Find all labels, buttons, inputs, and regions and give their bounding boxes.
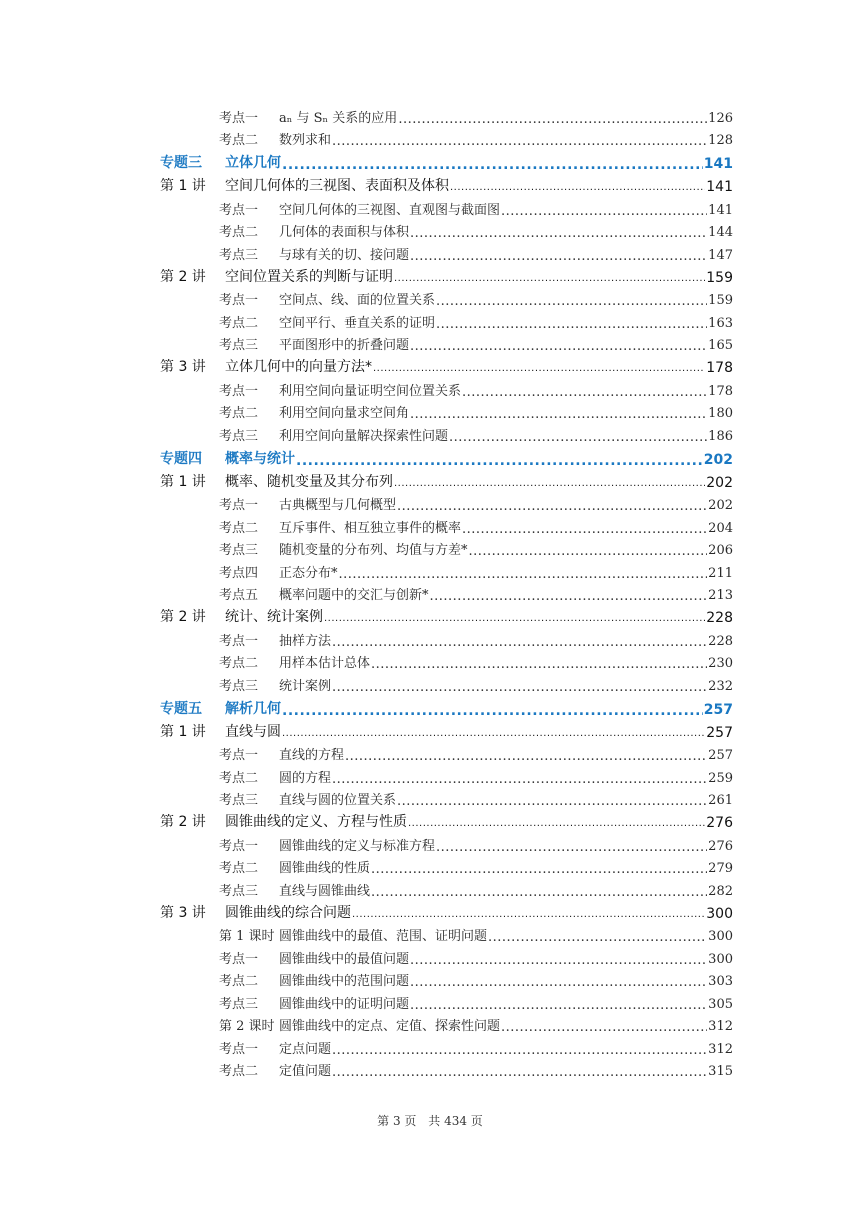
toc-entry-label (219, 221, 409, 240)
toc-topic[interactable] (160, 491, 733, 514)
toc-page-number: 282 (708, 883, 733, 899)
toc-entry-label (160, 356, 372, 376)
toc-entry-key: 考点五 (219, 588, 259, 603)
toc-entry-key: 考点一 (219, 383, 259, 399)
toc-entry-title: 直线的方程 (279, 748, 345, 763)
toc-lecture[interactable] (160, 468, 733, 491)
toc-entry-label (160, 175, 449, 195)
toc-entry-key: 专题五 (160, 700, 202, 717)
toc-entry-title: 圆锥曲线中的定点、定值、探索性问题 (279, 1019, 501, 1034)
toc-topic[interactable] (160, 671, 733, 694)
toc-entry-label (219, 425, 448, 444)
toc-entry-key: 专题四 (160, 450, 202, 467)
toc-page-number: 305 (708, 996, 733, 1012)
toc-entry-label (219, 630, 331, 649)
toc-entry-label (160, 902, 351, 922)
toc-page-number: 128 (708, 133, 733, 148)
toc-topic[interactable] (160, 513, 733, 536)
toc-entry-title: 圆锥曲线的定义、方程与性质 (225, 814, 407, 830)
toc-entry-label (219, 857, 370, 876)
toc-page-number: 279 (708, 861, 733, 876)
toc-page-number: 276 (708, 838, 733, 854)
toc-entry-key: 考点二 (219, 656, 259, 671)
toc-page-number: 300 (708, 951, 733, 967)
toc-entry-label (160, 811, 407, 831)
toc-entry-title: 用样本估计总体 (279, 656, 371, 671)
toc-entry-label (219, 584, 429, 603)
toc-entry-title: 圆的方程 (279, 770, 332, 786)
leader-dots (436, 841, 707, 854)
toc-entry-key: 第 1 讲 (160, 473, 206, 490)
toc-topic[interactable] (160, 763, 733, 786)
toc-page-number: 261 (708, 793, 733, 808)
toc-entry-label (160, 471, 393, 491)
leader-dots (373, 364, 705, 374)
page-footer (0, 1112, 860, 1129)
toc-entry-key: 考点二 (219, 315, 259, 331)
toc-topic[interactable] (160, 581, 733, 604)
toc-entry-label (219, 925, 487, 944)
toc-page-number: 228 (708, 633, 733, 649)
toc-entry-key: 考点一 (219, 110, 259, 126)
toc-page-number: 204 (708, 520, 733, 536)
toc-page-number: 206 (708, 543, 733, 558)
toc-entry-title: 几何体的表面积与体积 (279, 225, 410, 240)
toc-topic[interactable] (160, 831, 733, 854)
toc-page-number: 259 (708, 770, 733, 786)
toc-page-number: 202 (703, 451, 733, 468)
leader-dots (469, 545, 708, 558)
toc-entry-title: 平面图形中的折叠问题 (279, 338, 410, 353)
toc-entry-title: 统计、统计案例 (225, 609, 323, 625)
toc-lecture[interactable] (160, 899, 733, 922)
toc-entry-title: 圆锥曲线的综合问题 (225, 904, 351, 921)
leader-dots (332, 135, 707, 148)
toc-entry-label (219, 129, 331, 148)
toc-lecture[interactable] (160, 718, 733, 741)
table-of-contents (160, 103, 733, 1079)
toc-entry-label (219, 767, 331, 786)
toc-topic[interactable] (160, 1057, 733, 1080)
toc-entry-label (219, 539, 468, 558)
toc-entry-title: 利用空间向量求空间角 (279, 406, 410, 421)
toc-entry-key: 第 2 课时 (219, 1019, 275, 1034)
toc-topic[interactable] (160, 854, 733, 877)
leader-dots (408, 819, 705, 829)
toc-entry-label (219, 107, 397, 126)
toc-entry-key: 考点二 (219, 861, 259, 876)
toc-topic[interactable] (160, 376, 733, 399)
toc-page-number: 312 (708, 1019, 733, 1034)
toc-page-number: 141 (708, 202, 733, 218)
leader-dots (410, 227, 707, 240)
toc-entry-title: 解析几何 (225, 700, 281, 717)
leader-dots (430, 590, 708, 603)
toc-entry-label (219, 402, 409, 421)
toc-page-number: 141 (703, 156, 733, 172)
toc-entry-title: 圆锥曲线中的最值问题 (279, 951, 410, 967)
toc-entry-key: 第 3 讲 (160, 904, 206, 921)
toc-topic[interactable] (160, 649, 733, 672)
leader-dots (282, 158, 703, 172)
toc-entry-label (219, 312, 435, 331)
toc-entry-title: 随机变量的分布列、均值与方差* (279, 543, 468, 558)
toc-entry-title: aₙ 与 Sₙ 关系的应用 (279, 110, 398, 126)
toc-topic[interactable] (160, 286, 733, 309)
toc-entry-key: 考点一 (219, 633, 259, 649)
toc-entry-key: 考点三 (219, 428, 259, 444)
toc-entry-title: 概率问题中的交汇与创新* (279, 588, 429, 603)
toc-topic[interactable] (160, 922, 733, 945)
toc-page-number: 257 (708, 748, 733, 763)
toc-entry-title: 概率、随机变量及其分布列 (225, 473, 393, 490)
leader-dots (398, 113, 707, 126)
toc-entry-label (219, 334, 409, 353)
leader-dots (410, 976, 707, 989)
toc-entry-key: 考点三 (219, 793, 259, 808)
toc-topic[interactable] (160, 399, 733, 422)
leader-dots (282, 729, 705, 739)
toc-topic[interactable] (160, 741, 733, 764)
toc-page-number: 178 (708, 383, 733, 399)
toc-entry-title: 正态分布* (279, 565, 338, 581)
leader-dots (345, 750, 707, 763)
toc-entry-title: 空间几何体的三视图、直观图与截面图 (279, 202, 501, 218)
toc-entry-key: 考点三 (219, 338, 259, 353)
toc-topic[interactable] (160, 626, 733, 649)
toc-entry-key: 考点二 (219, 1064, 259, 1079)
leader-dots (397, 795, 707, 808)
toc-topic[interactable] (160, 421, 733, 444)
toc-entry-title: 立体几何 (225, 155, 281, 171)
toc-entry-key: 考点二 (219, 225, 259, 240)
toc-topic[interactable] (160, 876, 733, 899)
toc-entry-label (219, 948, 409, 967)
toc-entry-label (219, 1060, 331, 1079)
toc-entry-key: 考点一 (219, 748, 259, 763)
toc-entry-label (219, 652, 370, 671)
toc-page-number: 186 (708, 428, 733, 444)
toc-entry-label (219, 244, 409, 263)
toc-entry-key: 第 2 讲 (160, 814, 206, 830)
toc-topic[interactable] (160, 536, 733, 559)
toc-page-number: 303 (708, 974, 733, 989)
toc-topic[interactable] (160, 967, 733, 990)
toc-page-number: 141 (706, 179, 733, 195)
toc-page-number: 147 (708, 247, 733, 263)
toc-lecture[interactable] (160, 603, 733, 626)
toc-page-number: 300 (706, 905, 733, 922)
leader-dots (339, 568, 708, 581)
leader-dots (282, 704, 703, 718)
toc-entry-label (219, 744, 344, 763)
toc-entry-key: 考点三 (219, 883, 259, 899)
leader-dots (410, 999, 707, 1012)
toc-entry-title: 圆锥曲线中的最值、范围、证明问题 (279, 929, 488, 944)
toc-topic[interactable] (160, 240, 733, 263)
leader-dots (371, 658, 707, 671)
toc-entry-title: 概率与统计 (225, 450, 295, 467)
page-total: 共 434 页 (428, 1114, 483, 1128)
leader-dots (410, 250, 707, 263)
leader-dots (397, 500, 707, 513)
toc-page-number: 228 (706, 610, 733, 626)
toc-topic[interactable] (160, 218, 733, 241)
toc-entry-label (160, 606, 323, 626)
toc-entry-label (160, 721, 281, 741)
toc-entry-label (219, 1038, 331, 1057)
toc-topic[interactable] (160, 558, 733, 581)
leader-dots (332, 1044, 707, 1057)
toc-page-number: 144 (708, 225, 733, 240)
toc-page-number: 257 (706, 724, 733, 741)
toc-entry-title: 定值问题 (279, 1064, 332, 1079)
toc-entry-title: 利用空间向量解决探索性问题 (279, 428, 449, 444)
toc-entry-key: 考点一 (219, 838, 259, 854)
toc-entry-title: 与球有关的切、接问题 (279, 247, 410, 263)
toc-entry-title: 直线与圆锥曲线 (279, 883, 371, 899)
toc-entry-title: 立体几何中的向量方法* (225, 359, 372, 375)
leader-dots (410, 954, 707, 967)
toc-page-number: 180 (708, 406, 733, 421)
toc-entry-title: 利用空间向量证明空间位置关系 (279, 383, 462, 399)
toc-section[interactable] (160, 694, 733, 718)
toc-page-number: 230 (708, 656, 733, 671)
toc-entry-title: 圆锥曲线的定义与标准方程 (279, 838, 436, 854)
toc-entry-key: 考点一 (219, 202, 259, 218)
toc-entry-title: 空间平行、垂直关系的证明 (279, 315, 436, 331)
leader-dots (410, 408, 707, 421)
toc-lecture[interactable] (160, 808, 733, 831)
toc-entry-key: 考点二 (219, 770, 259, 786)
leader-dots (332, 773, 707, 786)
toc-entry-key: 第 1 讲 (160, 723, 206, 740)
toc-topic[interactable] (160, 1034, 733, 1057)
toc-entry-label (219, 380, 461, 399)
leader-dots (332, 681, 707, 694)
leader-dots (450, 183, 705, 193)
toc-topic[interactable] (160, 331, 733, 354)
toc-entry-title: 圆锥曲线中的范围问题 (279, 974, 410, 989)
toc-entry-key: 考点一 (219, 293, 259, 308)
toc-entry-label (219, 835, 435, 854)
toc-page-number: 202 (708, 498, 733, 513)
leader-dots (332, 636, 707, 649)
toc-entry-key: 第 2 讲 (160, 268, 206, 285)
leader-dots (488, 931, 707, 944)
toc-topic[interactable] (160, 126, 733, 149)
toc-topic[interactable] (160, 944, 733, 967)
toc-entry-key: 考点四 (219, 565, 259, 581)
leader-dots (436, 318, 707, 331)
toc-entry-title: 抽样方法 (279, 633, 332, 649)
leader-dots (410, 340, 707, 353)
toc-entry-key: 专题三 (160, 155, 202, 171)
toc-entry-key: 考点三 (219, 678, 259, 694)
leader-dots (394, 479, 705, 489)
toc-entry-title: 互斥事件、相互独立事件的概率 (279, 520, 462, 536)
toc-entry-key: 第 1 课时 (219, 929, 275, 944)
toc-entry-label (219, 494, 396, 513)
toc-entry-key: 考点一 (219, 951, 259, 967)
toc-page-number: 159 (708, 293, 733, 308)
toc-entry-key: 考点三 (219, 996, 259, 1012)
toc-page-number: 178 (706, 360, 733, 376)
toc-topic[interactable] (160, 786, 733, 809)
toc-entry-title: 空间几何体的三视图、表面积及体积 (225, 178, 449, 194)
toc-entry-key: 第 3 讲 (160, 359, 206, 375)
leader-dots (501, 1021, 707, 1034)
toc-entry-key: 第 1 讲 (160, 178, 206, 194)
leader-dots (501, 205, 707, 218)
toc-entry-label (160, 698, 281, 718)
toc-page-number: 165 (708, 338, 733, 353)
toc-entry-title: 空间位置关系的判断与证明 (225, 268, 393, 285)
toc-entry-label (219, 289, 435, 308)
toc-entry-title: 空间点、线、面的位置关系 (279, 293, 436, 308)
toc-entry-key: 考点二 (219, 520, 259, 536)
toc-page-number: 312 (708, 1041, 733, 1057)
toc-page-number: 213 (708, 588, 733, 603)
toc-page-number: 232 (708, 678, 733, 694)
toc-topic[interactable] (160, 195, 733, 218)
toc-topic[interactable] (160, 1012, 733, 1035)
leader-dots (462, 523, 707, 536)
toc-topic[interactable] (160, 989, 733, 1012)
toc-entry-label (219, 1015, 500, 1034)
toc-entry-key: 考点一 (219, 1041, 259, 1057)
toc-topic[interactable] (160, 308, 733, 331)
toc-page-number: 257 (703, 701, 733, 718)
leader-dots (436, 295, 707, 308)
toc-entry-key: 考点二 (219, 974, 259, 989)
page-number: 第 3 页 (377, 1114, 417, 1128)
leader-dots (371, 863, 707, 876)
toc-entry-title: 圆锥曲线的性质 (279, 861, 371, 876)
toc-entry-title: 数列求和 (279, 133, 332, 148)
toc-topic[interactable] (160, 103, 733, 126)
toc-page-number: 300 (708, 929, 733, 944)
toc-entry-label (219, 789, 396, 808)
toc-entry-label (219, 675, 331, 694)
toc-page-number: 126 (708, 110, 733, 126)
toc-entry-key: 考点二 (219, 133, 259, 148)
toc-entry-label (160, 266, 393, 286)
toc-entry-label (219, 970, 409, 989)
leader-dots (332, 1066, 707, 1079)
toc-entry-label (160, 152, 281, 172)
toc-entry-label (219, 880, 370, 899)
toc-entry-label (219, 993, 409, 1012)
leader-dots (324, 614, 705, 624)
toc-entry-title: 直线与圆 (225, 723, 281, 740)
toc-section[interactable] (160, 444, 733, 468)
toc-entry-title: 直线与圆的位置关系 (279, 793, 397, 808)
toc-page-number: 315 (708, 1064, 733, 1079)
toc-section[interactable] (160, 148, 733, 172)
toc-entry-label (219, 517, 461, 536)
toc-page-number: 163 (708, 315, 733, 331)
toc-entry-label (160, 448, 295, 468)
toc-entry-title: 古典概型与几何概型 (279, 498, 397, 513)
toc-page-number: 202 (706, 474, 733, 491)
leader-dots (352, 910, 705, 920)
toc-page-number: 211 (708, 565, 733, 581)
leader-dots (371, 886, 707, 899)
leader-dots (462, 386, 707, 399)
toc-entry-key: 考点三 (219, 543, 259, 558)
toc-entry-key: 考点三 (219, 247, 259, 263)
leader-dots (296, 454, 703, 468)
toc-entry-key: 第 2 讲 (160, 609, 206, 625)
toc-lecture[interactable] (160, 263, 733, 286)
toc-page-number: 159 (706, 269, 733, 286)
toc-entry-title: 统计案例 (279, 678, 332, 694)
toc-entry-key: 考点二 (219, 406, 259, 421)
toc-page-number: 276 (706, 815, 733, 831)
toc-entry-label (219, 199, 500, 218)
leader-dots (394, 274, 705, 284)
toc-entry-key: 考点一 (219, 498, 259, 513)
toc-entry-label (219, 562, 338, 581)
toc-lecture[interactable] (160, 172, 733, 195)
toc-lecture[interactable] (160, 353, 733, 376)
toc-entry-title: 圆锥曲线中的证明问题 (279, 996, 410, 1012)
leader-dots (449, 431, 707, 444)
toc-entry-title: 定点问题 (279, 1041, 332, 1057)
